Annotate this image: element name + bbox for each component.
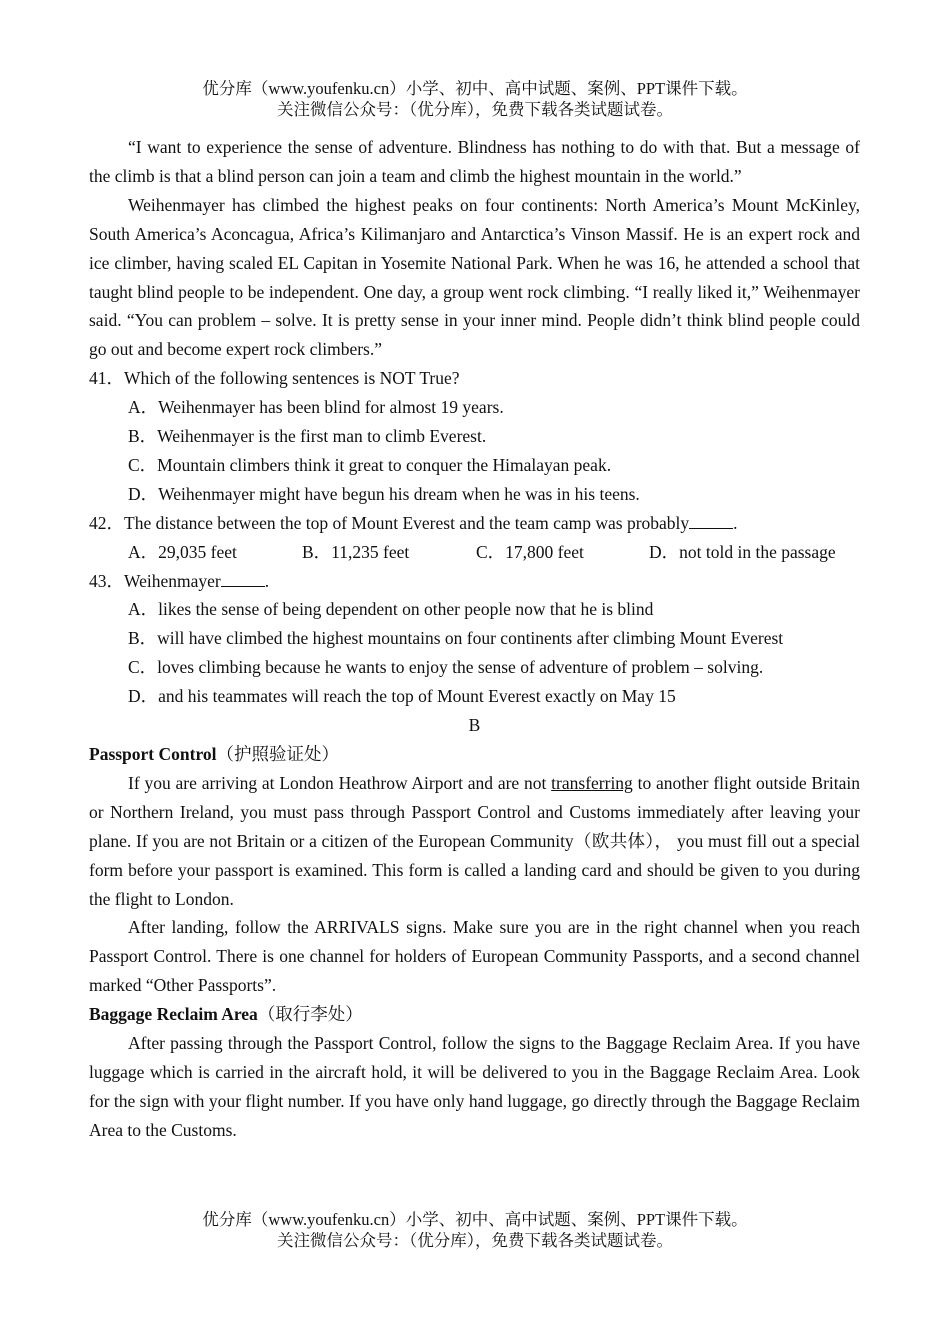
underlined-word-transferring: transferring <box>551 772 633 793</box>
page-footer <box>0 1209 950 1251</box>
question-43-option-c: C．loves climbing because he wants to enjoy the sense of adventure of problem – solving. <box>128 657 764 678</box>
question-41-option-d: D．Weihenmayer might have begun his dream when he was in his teens. <box>128 483 640 504</box>
passage-b-paragraph-2: After landing, follow the ARRIVALS signs. Make sure you are in the right channel when you reach Passport Control. There is one channel for holders of European Community Passports, and a second channel marked “Other Passports”. <box>89 917 860 996</box>
answer-blank <box>221 572 265 587</box>
passport-control-heading-en: Passport Control <box>89 744 217 765</box>
question-41-option-c: C．Mountain climbers think it great to conquer the Himalayan peak. <box>128 454 612 475</box>
page-header <box>0 78 950 120</box>
section-label-b: B <box>468 715 481 736</box>
passage-b-paragraph-1-start: If you are arriving at London Heathrow Airport and are not <box>128 772 552 793</box>
question-41-stem: 41．Which of the following sentences is NOT True? <box>89 368 460 389</box>
question-43-stem <box>89 567 860 596</box>
passage-b-paragraph-3: After passing through the Passport Control, follow the signs to the Baggage Reclaim Area. If you have luggage which is carried in the aircraft hold, it will be delivered to you in the Baggage Reclaim Area. Look for the sign with your flight number. If you have only hand luggage, go directly through the Baggage Reclaim Area to the Customs. <box>89 1033 860 1140</box>
question-41-option-b: B．Weihenmayer is the first man to climb Everest. <box>128 426 487 447</box>
question-42-option-a: A．29,035 feet <box>128 541 237 562</box>
answer-blank <box>689 514 733 529</box>
question-43-stem-text: 43．Weihenmayer <box>89 570 221 591</box>
passport-control-heading-cn: （护照验证处） <box>216 744 340 765</box>
passage-b-paragraph-1-end: to another flight outside Britain or Northern Ireland, you must pass through Passport Control and Customs immediately after leaving your plane. If you are not Britain or a citizen of the European Community（欧共体）， you must fill out a special form before your passport is examined. This form is called a landing card and should be given to you during the flight to London. <box>89 772 861 909</box>
passport-control-heading <box>89 740 860 769</box>
baggage-reclaim-heading-cn: （取行李处） <box>257 1004 363 1025</box>
question-42-stem <box>89 509 860 538</box>
passage-b-paragraph-1 <box>89 769 860 914</box>
question-42-option-b: B．11,235 feet <box>302 541 410 562</box>
question-43-stem-end: . <box>264 570 270 591</box>
header-line-2: 关注微信公众号：（优分库），免费下载各类试题试卷。 <box>277 100 673 119</box>
baggage-reclaim-heading-en: Baggage Reclaim Area <box>89 1004 258 1025</box>
header-line-1: 优分库（www.youfenku.cn）小学、初中、高中试题、案例、PPT课件下载。 <box>202 79 748 98</box>
question-42-stem-end: . <box>733 512 738 533</box>
footer-line-1: 优分库（www.youfenku.cn）小学、初中、高中试题、案例、PPT课件下载。 <box>202 1210 748 1229</box>
passage-a-paragraph-2: Weihenmayer has climbed the highest peaks on four continents: North America’s Mount McKinley, South America’s Aconcagua, Africa’s Kilimanjaro and Antarctica’s Vinson Massif. He is an expert rock and ice climber, having scaled EL Capitan in Yosemite National Park. When he was 16, he attended a school that taught blind people to be independent. One day, a group went rock climbing. “I really liked it,” Weihenmayer said. “You can problem – solve. It is pretty sense in your inner mind. People didn’t think blind people could go out and become expert rock climbers.” <box>89 194 860 360</box>
passage-a-paragraph-1: “I want to experience the sense of adventure. Blindness has nothing to do with that. But a message of the climb is that a blind person can join a team and climb the highest mountain in the world.” <box>89 137 860 186</box>
question-41-option-a: A．Weihenmayer has been blind for almost 19 years. <box>128 397 504 418</box>
question-42-stem-text: 42．The distance between the top of Mount Everest and the team camp was probably <box>89 512 690 533</box>
question-43-option-d: D．and his teammates will reach the top of Mount Everest exactly on May 15 <box>128 686 676 707</box>
footer-line-2: 关注微信公众号：（优分库），免费下载各类试题试卷。 <box>277 1231 673 1250</box>
question-42-option-c: C．17,800 feet <box>476 541 584 562</box>
question-42-options <box>128 538 860 567</box>
question-43-option-a: A．likes the sense of being dependent on other people now that he is blind <box>128 599 654 620</box>
document-body <box>89 133 860 1145</box>
baggage-reclaim-heading <box>89 1000 860 1029</box>
question-42-option-d: D．not told in the passage <box>649 541 836 562</box>
question-43-option-b: B．will have climbed the highest mountains on four continents after climbing Mount Everest <box>128 628 784 649</box>
